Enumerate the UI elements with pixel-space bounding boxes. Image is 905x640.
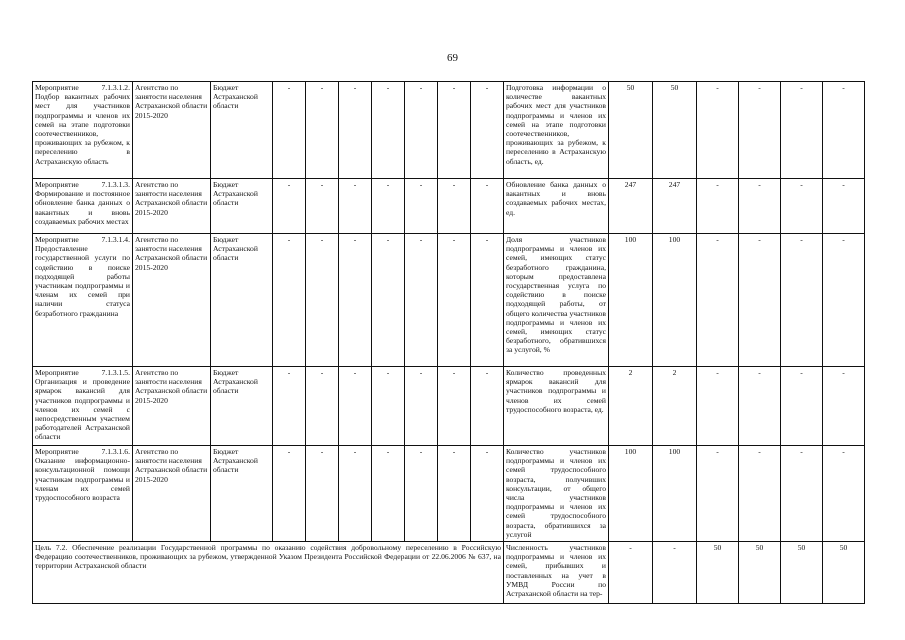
indicator-value-cell: -: [823, 367, 865, 446]
funding-value-cell: -: [405, 234, 438, 367]
table-row: [33, 179, 865, 234]
indicator-value-cell: 247: [653, 179, 697, 234]
goal-value-cell: 50: [823, 542, 865, 604]
indicator-value-cell: -: [781, 82, 823, 179]
indicator-cell: Доля участников подпрограммы и членов их семей, имеющих статус безработного гражданина, которым предоставлена государственная услуга по содействию в поиске подходящей работы, от общего количества участников подпрограммы и членов их семей, имеющих статус безработного, обратившихся за услугой, %: [504, 234, 609, 367]
indicator-value-cell: -: [697, 446, 739, 542]
indicator-value-cell: 100: [609, 234, 653, 367]
indicator-value-cell: 50: [653, 82, 697, 179]
funding-source-cell: Бюджет Астраханской области: [211, 367, 273, 446]
funding-value-cell: -: [471, 446, 504, 542]
measure-cell: Мероприятие 7.1.3.1.5. Организация и проведение ярмарок вакансий для участников подпрограммы и членов их семей с непосредственным участием работодателей Астраханской области: [33, 367, 133, 446]
indicator-cell: Количество участников подпрограммы и членов их семей трудоспособного возраста, получивших консультации, от общего числа участников подпрограммы и членов их семей трудоспособного возраста, обратившихся за услугой: [504, 446, 609, 542]
funding-value-cell: -: [405, 446, 438, 542]
executor-cell: Агентство по занятости населения Астраханской области 2015-2020: [133, 234, 211, 367]
indicator-value-cell: -: [697, 82, 739, 179]
indicator-value-cell: 100: [653, 446, 697, 542]
funding-value-cell: -: [306, 82, 339, 179]
funding-value-cell: -: [306, 446, 339, 542]
funding-source-cell: Бюджет Астраханской области: [211, 82, 273, 179]
program-table: [32, 81, 865, 604]
funding-value-cell: -: [471, 367, 504, 446]
funding-source-cell: Бюджет Астраханской области: [211, 234, 273, 367]
funding-value-cell: -: [372, 446, 405, 542]
indicator-value-cell: -: [781, 446, 823, 542]
indicator-value-cell: -: [823, 446, 865, 542]
indicator-value-cell: -: [781, 234, 823, 367]
funding-source-cell: Бюджет Астраханской области: [211, 179, 273, 234]
table-row: [33, 82, 865, 179]
indicator-value-cell: -: [739, 234, 781, 367]
indicator-cell: Обновление банка данных о вакантных и вновь создаваемых рабочих местах, ед.: [504, 179, 609, 234]
indicator-value-cell: -: [739, 179, 781, 234]
measure-cell: Мероприятие 7.1.3.1.3. Формирование и постоянное обновление банка данных о вакантных и вновь создаваемых рабочих местах: [33, 179, 133, 234]
executor-cell: Агентство по занятости населения Астраханской области 2015-2020: [133, 446, 211, 542]
goal-value-cell: -: [653, 542, 697, 604]
funding-value-cell: -: [273, 367, 306, 446]
indicator-value-cell: -: [823, 82, 865, 179]
funding-value-cell: -: [438, 179, 471, 234]
indicator-value-cell: -: [739, 367, 781, 446]
executor-cell: Агентство по занятости населения Астраханской области 2015-2020: [133, 179, 211, 234]
funding-value-cell: -: [372, 367, 405, 446]
funding-value-cell: -: [273, 234, 306, 367]
indicator-cell: Количество проведенных ярмарок вакансий для участников подпрограммы и членов их семей трудоспособного возраста, ед.: [504, 367, 609, 446]
measure-cell: Мероприятие 7.1.3.1.2. Подбор вакантных рабочих мест для участников подпрограммы и членов их семей на этапе подготовки соотечественников, проживающих за рубежом, к переселению в Астраханскую область: [33, 82, 133, 179]
funding-value-cell: -: [438, 82, 471, 179]
indicator-value-cell: -: [697, 367, 739, 446]
indicator-value-cell: -: [697, 234, 739, 367]
funding-value-cell: -: [438, 446, 471, 542]
funding-value-cell: -: [339, 82, 372, 179]
funding-value-cell: -: [471, 179, 504, 234]
funding-value-cell: -: [339, 367, 372, 446]
goal-text-cell: Цель 7.2. Обеспечение реализации Государственной программы по оказанию содействия добровольному переселению в Российскую Федерацию соотечественников, проживающих за рубежом, утвержденной Указом Президента Российской Федерации от 22.06.2006 № 637, на территории Астраханской области: [33, 542, 504, 604]
goal-row: [33, 542, 865, 604]
funding-value-cell: -: [372, 82, 405, 179]
goal-indicator-cell: Численность участников подпрограммы и членов их семей, прибывших и поставленных на учет в УМВД России по Астраханской области на тер-: [504, 542, 609, 604]
goal-value-cell: 50: [739, 542, 781, 604]
indicator-value-cell: -: [781, 367, 823, 446]
indicator-value-cell: -: [823, 179, 865, 234]
table-row: [33, 234, 865, 367]
funding-value-cell: -: [306, 234, 339, 367]
funding-value-cell: -: [273, 179, 306, 234]
funding-value-cell: -: [438, 234, 471, 367]
table-row: [33, 446, 865, 542]
page-number: 69: [447, 52, 458, 64]
funding-value-cell: -: [273, 446, 306, 542]
funding-value-cell: -: [405, 367, 438, 446]
indicator-cell: Подготовка информации о количестве вакантных рабочих мест для участников подпрограммы и членов их семей на этапе подготовки соотечественников, проживающих за рубежом, к переселению в Астраханскую область, ед.: [504, 82, 609, 179]
indicator-value-cell: -: [781, 179, 823, 234]
indicator-value-cell: -: [739, 82, 781, 179]
funding-value-cell: -: [405, 82, 438, 179]
goal-value-cell: 50: [697, 542, 739, 604]
table-row: [33, 367, 865, 446]
funding-value-cell: -: [339, 234, 372, 367]
goal-value-cell: -: [609, 542, 653, 604]
indicator-value-cell: 100: [609, 446, 653, 542]
executor-cell: Агентство по занятости населения Астраханской области 2015-2020: [133, 82, 211, 179]
indicator-value-cell: 50: [609, 82, 653, 179]
funding-value-cell: -: [471, 82, 504, 179]
funding-value-cell: -: [339, 446, 372, 542]
indicator-value-cell: -: [739, 446, 781, 542]
funding-value-cell: -: [372, 179, 405, 234]
indicator-value-cell: 2: [609, 367, 653, 446]
funding-value-cell: -: [405, 179, 438, 234]
indicator-value-cell: 2: [653, 367, 697, 446]
funding-value-cell: -: [438, 367, 471, 446]
executor-cell: Агентство по занятости населения Астраханской области 2015-2020: [133, 367, 211, 446]
funding-source-cell: Бюджет Астраханской области: [211, 446, 273, 542]
funding-value-cell: -: [372, 234, 405, 367]
funding-value-cell: -: [471, 234, 504, 367]
funding-value-cell: -: [273, 82, 306, 179]
funding-value-cell: -: [339, 179, 372, 234]
measure-cell: Мероприятие 7.1.3.1.6. Оказание информационно-консультационной помощи участникам подпрограммы и членам их семей трудоспособного возраста: [33, 446, 133, 542]
indicator-value-cell: 100: [653, 234, 697, 367]
measure-cell: Мероприятие 7.1.3.1.4. Предоставление государственной услуги по содействию в поиске подходящей работы участникам подпрограммы и членам их семей при наличии статуса безработного гражданина: [33, 234, 133, 367]
goal-value-cell: 50: [781, 542, 823, 604]
indicator-value-cell: -: [823, 234, 865, 367]
indicator-value-cell: 247: [609, 179, 653, 234]
funding-value-cell: -: [306, 179, 339, 234]
funding-value-cell: -: [306, 367, 339, 446]
indicator-value-cell: -: [697, 179, 739, 234]
